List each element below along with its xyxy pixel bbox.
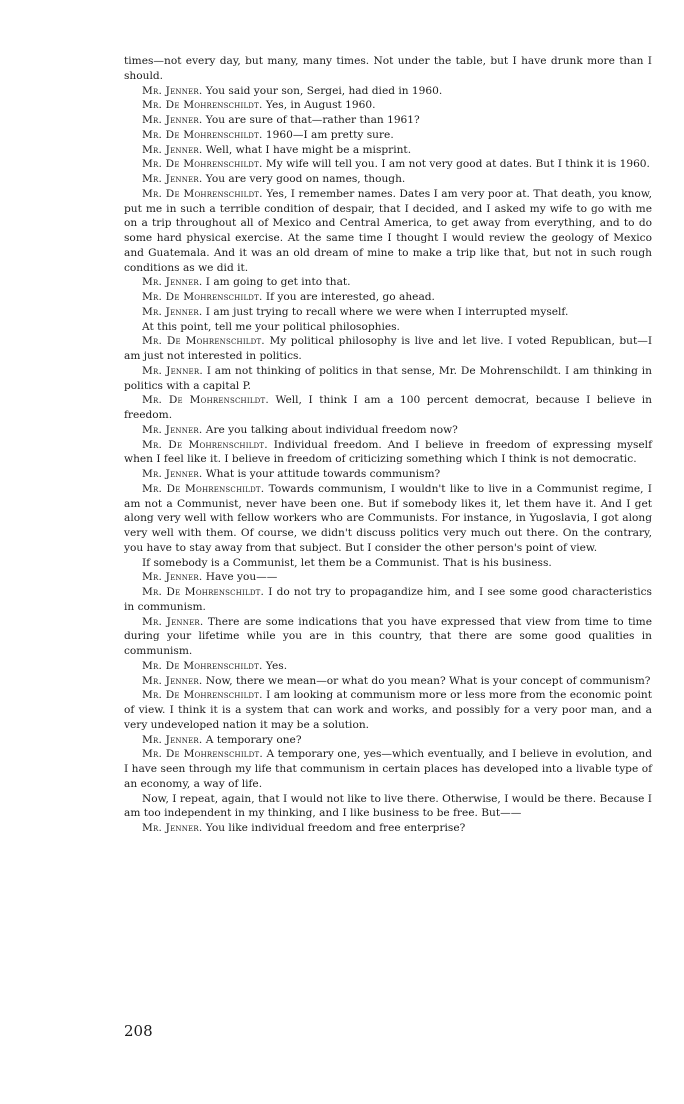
speaker-label: Mr. De Mohrenschildt. — [142, 158, 263, 171]
paragraph-text: A temporary one? — [205, 733, 302, 746]
paragraph-text: Yes, I remember names. Dates I am very poor at. That death, you know, put me in such a terrible condition of despair, that I decided, and I asked my wife to go with me on a trip throughout all of Mexico and Central America, to get away from everything, and to do some hard physical exercise. At the same time I thought I would review the geology of Mexico and Guatemala. And it was an old dream of mine to make a trip like that, but not in such rough conditions as we did it. — [124, 187, 652, 274]
paragraph-text: Well, what I have might be a misprint. — [205, 143, 412, 156]
paragraph-text: Yes, in August 1960. — [265, 99, 376, 112]
speaker-label: Mr. Jenner. — [142, 276, 203, 289]
paragraph-text: At this point, tell me your political philosophies. — [142, 320, 400, 333]
paragraph-text: Are you talking about individual freedom now? — [205, 423, 458, 436]
transcript-paragraph — [124, 747, 652, 791]
speaker-label: Mr. De Mohrenschildt. — [142, 335, 265, 348]
paragraph-text: Well, I think I am a 100 percent democrat, because I believe in freedom. — [124, 394, 652, 421]
transcript-paragraph — [124, 482, 652, 556]
page-number: 208 — [124, 1022, 153, 1040]
speaker-label: Mr. Jenner. — [142, 674, 203, 687]
paragraph-text: I am just trying to recall where we were when I interrupted myself. — [205, 305, 569, 318]
paragraph-text: Have you—— — [205, 571, 278, 584]
transcript-paragraph — [124, 467, 652, 482]
speaker-label: Mr. De Mohrenschildt. — [142, 394, 269, 407]
paragraph-text: You said your son, Sergei, had died in 1960. — [205, 84, 443, 97]
speaker-label: Mr. De Mohrenschildt. — [142, 187, 263, 200]
speaker-label: Mr. De Mohrenschildt. — [142, 482, 265, 495]
speaker-label: Mr. De Mohrenschildt. — [142, 291, 263, 303]
transcript-paragraph — [124, 54, 652, 84]
paragraph-text: 1960—I am pretty sure. — [265, 128, 394, 141]
speaker-label: Mr. Jenner. — [142, 364, 203, 377]
paragraph-text: Yes. — [265, 659, 288, 672]
paragraph-text: times—not every day, but many, many times. Not under the table, but I have drunk more than I should. — [124, 55, 652, 82]
transcript-paragraph — [124, 585, 652, 615]
paragraph-text: My political philosophy is live and let live. I voted Republican, but—I am just not interested in politics. — [124, 335, 653, 362]
paragraph-text: You are sure of that—rather than 1961? — [205, 114, 420, 126]
transcript-paragraph — [124, 157, 652, 172]
speaker-label: Mr. De Mohrenschildt. — [142, 689, 263, 702]
speaker-label: Mr. Jenner. — [142, 423, 203, 436]
speaker-label: Mr. De Mohrenschildt. — [142, 438, 268, 451]
speaker-label: Mr. Jenner. — [142, 305, 203, 318]
speaker-label: Mr. Jenner. — [142, 615, 204, 628]
transcript-paragraph — [124, 393, 652, 423]
transcript-paragraph — [124, 674, 652, 689]
transcript-paragraph — [124, 143, 652, 158]
paragraph-text: If somebody is a Communist, let them be a Communist. That is his business. — [142, 556, 552, 569]
transcript-paragraph — [124, 334, 652, 364]
transcript-paragraph — [124, 733, 652, 748]
transcript-paragraph — [124, 659, 652, 674]
transcript-paragraph — [124, 128, 652, 143]
transcript-paragraph — [124, 438, 652, 468]
transcript-paragraph — [124, 570, 652, 585]
transcript-paragraph — [124, 113, 652, 128]
transcript-paragraph — [124, 423, 652, 438]
paragraph-text: Towards communism, I wouldn't like to live in a Communist regime, I am not a Communist, never have been one. But if somebody likes it, let them have it. And I get along very well with fellow workers who are Communists. For instance, in Yugoslavia, I got along very well with them. Of course, we didn't discuss politics very much out there. On the contrary, you have to stay away from that subject. But I consider the other person's point of view. — [124, 482, 652, 554]
transcript-paragraph — [124, 688, 652, 732]
transcript-paragraph — [124, 290, 652, 305]
transcript-paragraph — [124, 172, 652, 187]
speaker-label: Mr. Jenner. — [142, 143, 203, 156]
speaker-label: Mr. Jenner. — [142, 84, 203, 97]
speaker-label: Mr. De Mohrenschildt. — [142, 128, 263, 141]
speaker-label: Mr. Jenner. — [142, 114, 203, 126]
speaker-label: Mr. Jenner. — [142, 733, 203, 746]
paragraph-text: Now, I repeat, again, that I would not like to live there. Otherwise, I would be there. Because I am too independent in my thinking, and I like business to be free. But—— — [124, 792, 652, 820]
speaker-label: Mr. De Mohrenschildt. — [142, 659, 263, 672]
transcript-paragraph — [124, 556, 652, 571]
transcript-paragraph — [124, 98, 652, 113]
transcript-paragraph — [124, 615, 652, 659]
speaker-label: Mr. Jenner. — [142, 571, 203, 584]
paragraph-text: I do not try to propagandize him, and I see some good characteristics in communism. — [124, 586, 652, 613]
transcript-paragraph — [124, 792, 652, 822]
speaker-label: Mr. Jenner. — [142, 822, 203, 834]
paragraph-text: A temporary one, yes—which eventually, and I believe in evolution, and I have seen through my life that communism in certain places has developed into a livable type of an economy, a way of life. — [124, 748, 652, 790]
transcript-paragraph — [124, 84, 652, 99]
transcript-body — [124, 54, 652, 836]
paragraph-text: I am going to get into that. — [205, 276, 351, 289]
transcript-paragraph — [124, 305, 652, 320]
speaker-label: Mr. Jenner. — [142, 173, 203, 185]
paragraph-text: You like individual freedom and free enterprise? — [205, 822, 466, 834]
speaker-label: Mr. De Mohrenschildt. — [142, 99, 263, 112]
paragraph-text: You are very good on names, though. — [205, 173, 406, 185]
transcript-paragraph — [124, 364, 652, 394]
paragraph-text: What is your attitude towards communism? — [205, 468, 441, 480]
transcript-paragraph — [124, 275, 652, 290]
paragraph-text: Individual freedom. And I believe in freedom of expressing myself when I feel like it. I believe in freedom of criticizing something which I think is not democratic. — [124, 438, 652, 466]
transcript-paragraph — [124, 320, 652, 335]
paragraph-text: I am not thinking of politics in that sense, Mr. De Mohrenschildt. I am thinking in politics with a capital P. — [124, 364, 652, 392]
speaker-label: Mr. Jenner. — [142, 468, 203, 480]
transcript-paragraph — [124, 821, 652, 836]
paragraph-text: There are some indications that you have expressed that view from time to time during your lifetime while you are in this country, that there are some good qualities in communism. — [124, 615, 652, 657]
paragraph-text: Now, there we mean—or what do you mean? What is your concept of communism? — [205, 674, 651, 687]
paragraph-text: My wife will tell you. I am not very good at dates. But I think it is 1960. — [265, 158, 650, 171]
paragraph-text: I am looking at communism more or less more from the economic point of view. I think it is a system that can work and works, and possibly for a very poor man, and a very undeveloped nation it may be a solution. — [124, 689, 652, 731]
paragraph-text: If you are interested, go ahead. — [265, 291, 435, 303]
transcript-paragraph — [124, 187, 652, 276]
speaker-label: Mr. De Mohrenschildt. — [142, 586, 265, 598]
speaker-label: Mr. De Mohrenschildt. — [142, 748, 263, 761]
